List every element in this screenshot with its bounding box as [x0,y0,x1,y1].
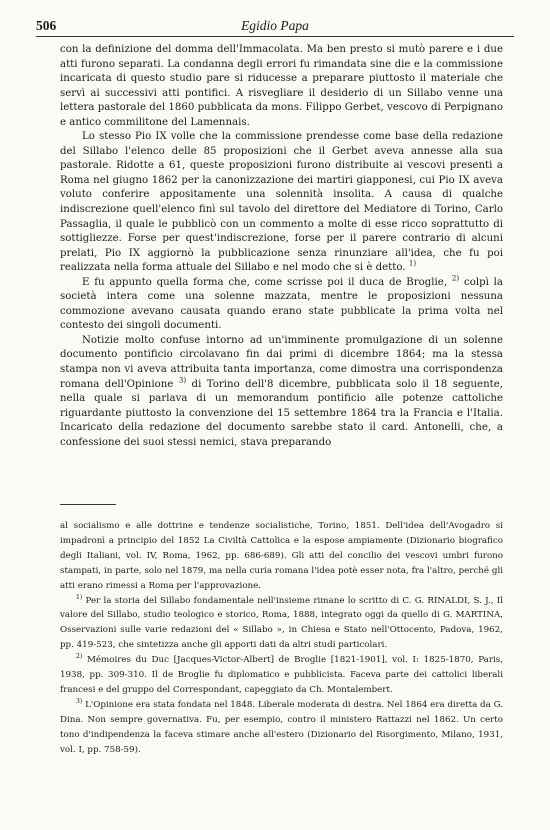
paragraph-2 [60,130,503,275]
paragraph-1: con la definizione del domma dell'Immacolata. Ma ben presto si mutò parere e i due atti furono separati. La condanna degli errori fu rimandata sine die e la commissione incaricata di questo studio pare si riducesse a preparare piuttosto il materiale che servì ai successivi atti pontifici. A risvegliare il desiderio di un Sillabo venne una lettera pastorale del 1860 pubblicata da mons. Filippo Gerbet, vescovo di Perpignano e antico commilitone del Lamennais. [60,44,503,128]
footnote-separator [60,504,116,505]
footnote-continued: al socialismo e alle dottrine e tendenze socialistiche, Torino, 1851. Dell'idea dell'Avogadro si impadronì a principio del 1852 La Civiltà Cattolica e la espose ampiamente (Dizionario biografico degli Italiani, vol. IV, Roma, 1962, pp. 686-689). Gli atti del concilio dei vescovi umbri furono stampati, in parte, solo nel 1879, ma nella curia romana l'idea potè esser nota, fra l'altro, perché gli atti erano rimessi a Roma per l'approvazione. [60,521,503,591]
main-text [60,43,503,450]
paragraph-3 [60,273,503,334]
footnote-ref-3: 3) [178,375,187,385]
page-header [36,18,514,37]
footnote-1-text: Per la storia del Sillabo fondamentale nell'insieme rimane lo scritto di C. G. RINALDI, S. J., Il valore del Sillabo, studio teologico e storico, Roma, 1888, integrato oggi da quello di G. MARTINA, Osservazioni sulle varie redazioni del « Sillabo », in Chiesa e Stato nell'Ottocento, Padova, 1962, pp. 419-523, che sintetizza anche gli apporti dati da altri studi particolari. [60,595,503,651]
paragraph-4-text-b: di Torino dell'8 dicembre, pubblicata solo il 18 seguente, nella quale si parlava di un memorandum pontificio alle potenze cattoliche riguardante piuttosto la convenzione del 15 settembre 1864 tra la Francia e l'Italia. Incaricato della redazione del documento sarebbe stato il card. Antonelli, che, a confessione dei suoi stessi nemici, stava preparando [60,378,503,448]
paragraph-3-text-b: colpì la società intera come una solenne mazzata, mentre le proposizioni nessuna commozione avevano causata quando erano state pubblicate la prima volta nel contesto dei singoli documenti. [60,276,503,332]
footnote-ref-1: 1) [408,258,417,268]
running-head: Egidio Papa [241,18,309,33]
footnote-1-mark: 1) [76,593,83,601]
paragraph-3-text-a: E fu appunto quella forma che, come scrisse poi il duca de Broglie, [82,276,448,288]
footnote-1 [60,594,503,654]
page-number: 506 [36,18,57,33]
footnote-2-mark: 2) [76,653,83,661]
paragraph-4 [60,334,503,450]
footnote-3-text: L'Opinione era stata fondata nel 1848. Liberale moderata di destra. Nel 1864 era diretta da G. Dina. Non sempre governativa. Fu, per esempio, contro il ministero Rattazzi nel 1862. Un certo tono d'indipendenza la faceva stimare anche all'estero (Dizionario del Risorgimento, Milano, 1931, vol. I, pp. 758-59). [60,699,503,755]
footnote-3-mark: 3) [76,697,83,705]
footnote-2-text: Mémoires du Duc [Jacques-Victor-Albert] de Broglie [1821-1901], vol. I: 1825-1870, Paris, 1938, pp. 309-310. Il de Broglie fu diplomatico e pubblicista. Faceva parte dei cattolici liberali francesi e del gruppo del Correspondant, capeggiato da Ch. Montalembert. [60,655,504,695]
paragraph-4-text-a: Notizie molto confuse intorno ad un'imminente promulgazione di un solenne documento pontificio circolavano fin dai primi di dicembre 1864; ma la stessa stampa non vi aveva attribuita tanta importanza, come dimostra una corrispondenza romana dell'Opinione [60,334,503,390]
footnotes [60,519,503,758]
footnote-3 [60,698,503,758]
footnote-2 [60,653,503,698]
footnote-ref-2: 2) [451,273,460,283]
paragraph-2-text: Lo stesso Pio IX volle che la commissione prendesse come base della redazione del Sillabo l'elenco delle 85 proposizioni che il Gerbet aveva annesse alla sua pastorale. Ridotte a 61, queste proposizioni furono distribuite ai vescovi presenti a Roma nel giugno 1862 per la canonizzazione dei martiri giapponesi, cui Pio IX aveva voluto conferire appositamente una solennità insolita. A causa di qualche indiscrezione quell'elenco finì sul tavolo del direttore del Mediatore di Torino, Carlo Passaglia, il quale le pubblicò con un commento a molte di esse ricco soprattutto di sottigliezze. Forse per quest'indiscrezione, forse per il parere contrario di alcuni prelati, Pio IX aggiornò la pubblicazione senza rinunziare all'idea, che fu poi realizzata nella forma attuale del Sillabo e nel modo che si è detto. [60,131,503,274]
